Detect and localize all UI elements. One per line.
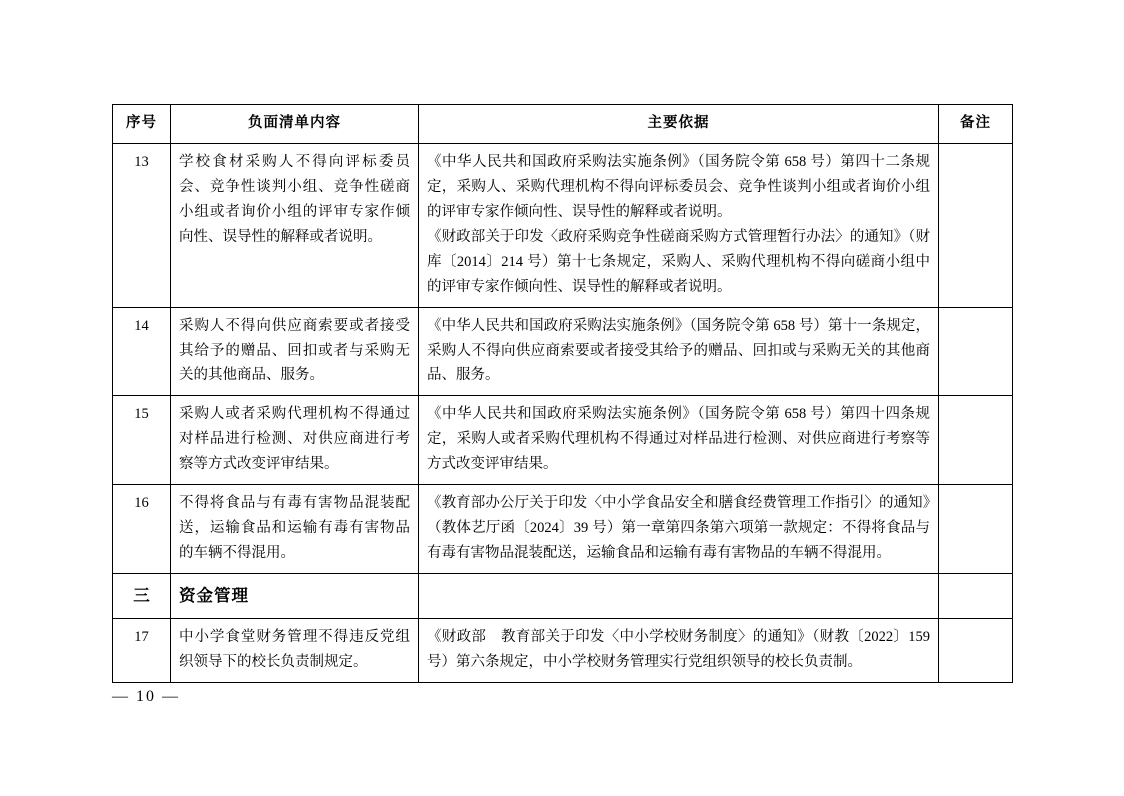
row-basis: 《中华人民共和国政府采购法实施条例》（国务院令第 658 号）第四十二条规定，采购人、采购代理机构不得向评标委员会、竞争性谈判小组或者询价小组的评审专家作倾向性、误导性的解释或者说明。 《财政部关于印发〈政府采购竞争性磋商采购方式管理暂行办法〉的通知》（财库〔2014〕214 号）第十七条规定，采购人、采购代理机构不得向磋商小组中的评审专家作倾向性、误导性的解释或者说明。 <box>419 143 939 307</box>
section-remark <box>939 574 1013 619</box>
column-header-content: 负面清单内容 <box>171 105 419 144</box>
row-remark <box>939 396 1013 485</box>
row-content: 中小学食堂财务管理不得违反党组织领导下的校长负责制规定。 <box>171 619 419 683</box>
column-header-seq: 序号 <box>113 105 171 144</box>
column-header-basis: 主要依据 <box>419 105 939 144</box>
row-basis: 《中华人民共和国政府采购法实施条例》（国务院令第 658 号）第四十四条规定，采购人或者采购代理机构不得通过对样品进行检测、对供应商进行考察等方式改变评审结果。 <box>419 396 939 485</box>
negative-list-table <box>112 104 1013 683</box>
row-remark <box>939 307 1013 396</box>
table-body <box>113 143 1013 682</box>
table-section-row <box>113 574 1013 619</box>
page-number: — 10 — <box>112 688 180 705</box>
row-basis: 《中华人民共和国政府采购法实施条例》（国务院令第 658 号）第十一条规定，采购人不得向供应商索要或者接受其给予的赠品、回扣或与采购无关的其他商品、服务。 <box>419 307 939 396</box>
row-seq: 17 <box>113 619 171 683</box>
table-header-row <box>113 105 1013 144</box>
row-content: 采购人或者采购代理机构不得通过对样品进行检测、对供应商进行考察等方式改变评审结果。 <box>171 396 419 485</box>
row-remark <box>939 619 1013 683</box>
table-row <box>113 396 1013 485</box>
row-seq: 16 <box>113 485 171 574</box>
row-seq: 15 <box>113 396 171 485</box>
row-seq: 13 <box>113 143 171 307</box>
section-title: 资金管理 <box>171 574 419 619</box>
row-seq: 14 <box>113 307 171 396</box>
row-basis: 《教育部办公厅关于印发〈中小学食品安全和膳食经费管理工作指引〉的通知》（教体艺厅函〔2024〕39 号）第一章第四条第六项第一款规定：不得将食品与有毒有害物品混装配送，运输食品和运输有毒有害物品的车辆不得混用。 <box>419 485 939 574</box>
table-row <box>113 143 1013 307</box>
row-remark <box>939 485 1013 574</box>
row-basis: 《财政部 教育部关于印发〈中小学校财务制度〉的通知》（财教〔2022〕159 号）第六条规定，中小学校财务管理实行党组织领导的校长负责制。 <box>419 619 939 683</box>
row-content: 不得将食品与有毒有害物品混装配送，运输食品和运输有毒有害物品的车辆不得混用。 <box>171 485 419 574</box>
row-remark <box>939 143 1013 307</box>
section-seq: 三 <box>113 574 171 619</box>
table-row <box>113 619 1013 683</box>
row-content: 采购人不得向供应商索要或者接受其给予的赠品、回扣或者与采购无关的其他商品、服务。 <box>171 307 419 396</box>
section-basis <box>419 574 939 619</box>
column-header-remark: 备注 <box>939 105 1013 144</box>
table-row <box>113 485 1013 574</box>
table-row <box>113 307 1013 396</box>
negative-list-table-wrapper <box>112 104 1012 683</box>
row-content: 学校食材采购人不得向评标委员会、竞争性谈判小组、竞争性磋商小组或者询价小组的评审专家作倾向性、误导性的解释或者说明。 <box>171 143 419 307</box>
